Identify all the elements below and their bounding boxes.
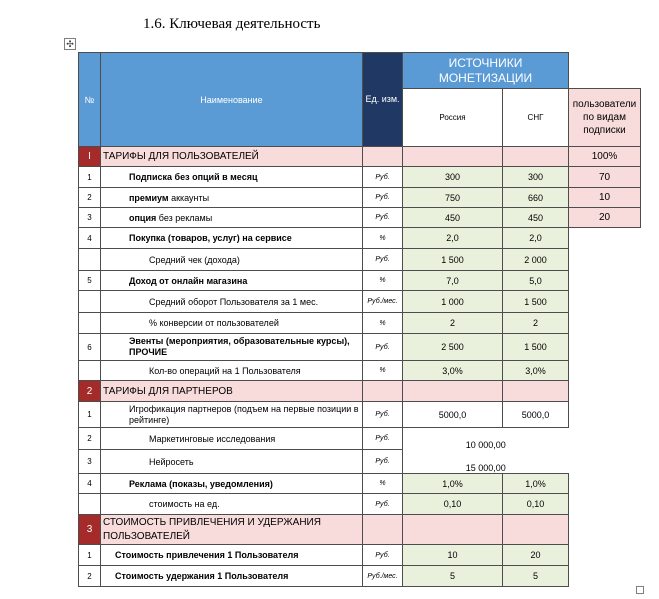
row-unit: Руб.: [363, 402, 403, 428]
row-name: [101, 271, 363, 291]
table-row: [79, 167, 641, 188]
empty-cell: [569, 313, 641, 334]
row-russia: 2,0: [403, 228, 503, 249]
row-russia: 0,10: [403, 494, 503, 515]
header-spacer: [569, 53, 641, 89]
row-number: 5: [79, 271, 101, 291]
row-number: 4: [79, 228, 101, 249]
table-row: [79, 566, 641, 587]
row-number: [79, 361, 101, 381]
row-russia: 7,0: [403, 271, 503, 291]
row-number: 2: [79, 566, 101, 587]
table-row: [79, 450, 641, 474]
empty-cell: [569, 361, 641, 381]
section-title: ТАРИФЫ ДЛЯ ПАРТНЕРОВ: [101, 381, 363, 402]
row-name: Игрофикация партнеров (подъем на первые позиции в рейтинге): [101, 402, 363, 428]
row-name: [101, 228, 363, 249]
header-unit: Ед. изм.: [363, 53, 403, 147]
row-russia: 2 500: [403, 334, 503, 361]
row-cis: 5: [503, 566, 569, 587]
row-cis: 300: [503, 167, 569, 188]
row-russia: 1,0%: [403, 474, 503, 494]
section-number: 2: [79, 381, 101, 402]
header-num: №: [79, 53, 101, 147]
row-number: [79, 249, 101, 271]
row-cis: 20: [503, 545, 569, 566]
row-name-rest: аккаунты: [168, 192, 210, 203]
row-number: 2: [79, 188, 101, 208]
table-row: [79, 188, 641, 208]
section-cell: [403, 381, 503, 402]
table-row: [79, 208, 641, 228]
row-name: [101, 474, 363, 494]
empty-cell: [569, 515, 641, 545]
section-title: ТАРИФЫ ДЛЯ ПОЛЬЗОВАТЕЛЕЙ: [101, 147, 363, 167]
row-unit: %: [363, 313, 403, 334]
section-cell: [503, 381, 569, 402]
empty-cell: [569, 450, 641, 474]
table-row: [79, 291, 641, 313]
row-unit: Руб.: [363, 334, 403, 361]
row-name-bold: Подписка без опций в месяц: [129, 172, 258, 182]
section-cell: [503, 515, 569, 545]
row-name: [101, 566, 363, 587]
section-title: СТОИМОСТЬ ПРИВЛЕЧЕНИЯ И УДЕРЖАНИЯ ПОЛЬЗОВАТЕЛЕЙ: [101, 515, 363, 545]
table-row: [79, 271, 641, 291]
row-number: 3: [79, 450, 101, 474]
row-cis: 1,0%: [503, 474, 569, 494]
empty-cell: [569, 228, 641, 249]
row-subscribers: 10: [569, 188, 641, 208]
row-unit: %: [363, 361, 403, 381]
empty-cell: [569, 381, 641, 402]
section-cell: [403, 515, 503, 545]
table-row: [79, 428, 641, 450]
row-name: Средний оборот Пользователя за 1 мес.: [101, 291, 363, 313]
row-name: % конверсии от пользователей: [101, 313, 363, 334]
row-name-bold: Реклама (показы, уведомления): [129, 478, 273, 489]
row-cis: 660: [503, 188, 569, 208]
row-russia: 10: [403, 545, 503, 566]
table-row: [79, 313, 641, 334]
empty-cell: [569, 271, 641, 291]
row-unit: Руб.: [363, 545, 403, 566]
table-row: [79, 361, 641, 381]
row-russia: 750: [403, 188, 503, 208]
header-cis: СНГ: [503, 89, 569, 147]
empty-cell: [569, 474, 641, 494]
table-resize-handle-icon[interactable]: [636, 586, 644, 594]
row-number: 1: [79, 402, 101, 428]
empty-cell: [569, 428, 641, 450]
row-cis: 0,10: [503, 494, 569, 515]
table-row: [79, 249, 641, 271]
row-name: Кол-во операций на 1 Пользователя: [101, 361, 363, 381]
row-number: 4: [79, 474, 101, 494]
row-unit: %: [363, 228, 403, 249]
table-row: [79, 545, 641, 566]
row-russia: 1 000: [403, 291, 503, 313]
section-cell: [503, 147, 569, 167]
row-unit: Руб.: [363, 249, 403, 271]
row-russia: 5000,0: [403, 402, 503, 428]
table-move-handle-icon[interactable]: ✣: [64, 38, 76, 50]
row-russia: 450: [403, 208, 503, 228]
section-cell: [363, 381, 403, 402]
row-name-bold: Стоимость удержания 1 Пользователя: [115, 571, 289, 581]
row-name: [101, 188, 363, 208]
empty-cell: [569, 291, 641, 313]
table-row: [79, 494, 641, 515]
table-row: [79, 228, 641, 249]
header-russia: Россия: [403, 89, 503, 147]
section-cell: [363, 515, 403, 545]
row-cis: 2 000: [503, 249, 569, 271]
row-russia: 3,0%: [403, 361, 503, 381]
row-name-bold: Стоимость привлечения 1 Пользователя: [115, 550, 299, 560]
row-name: стоимость на ед.: [101, 494, 363, 515]
section-subscribers-total: 100%: [569, 147, 641, 167]
monetization-table: [78, 52, 641, 587]
section-cell: [363, 147, 403, 167]
row-russia: 5: [403, 566, 503, 587]
row-unit: %: [363, 474, 403, 494]
section-number: 3: [79, 515, 101, 545]
row-number: 1: [79, 167, 101, 188]
row-number: 6: [79, 334, 101, 361]
row-cis: 2: [503, 313, 569, 334]
row-merged-value: 15 000,00: [465, 463, 506, 473]
row-name: Нейросеть: [101, 450, 363, 474]
row-name: [101, 208, 363, 228]
row-cis: 5,0: [503, 271, 569, 291]
empty-cell: [569, 402, 641, 428]
row-cis: 1 500: [503, 291, 569, 313]
row-russia: 1 500: [403, 249, 503, 271]
row-unit: Руб.: [363, 450, 403, 474]
row-unit: Руб.: [363, 188, 403, 208]
row-cis: 1 500: [503, 334, 569, 361]
row-unit: Руб.: [363, 428, 403, 450]
section-number: I: [79, 147, 101, 167]
row-name: [101, 167, 363, 188]
row-name-bold: Доход от онлайн магазина: [129, 275, 248, 286]
row-number: [79, 494, 101, 515]
row-name-bold: Покупка (товаров, услуг) на сервисе: [129, 233, 292, 243]
row-unit: Руб./мес.: [363, 291, 403, 313]
empty-cell: [569, 334, 641, 361]
row-name: [101, 545, 363, 566]
header-sources: ИСТОЧНИКИ МОНЕТИЗАЦИИ: [403, 53, 569, 89]
row-cis: 5000,0: [503, 402, 569, 428]
row-name: [101, 334, 363, 361]
row-name-bold: Эвенты (мероприятия, образовательные курсы), ПРОЧИЕ: [129, 336, 350, 357]
row-subscribers: 70: [569, 167, 641, 188]
row-number: [79, 313, 101, 334]
row-cis: 3,0%: [503, 361, 569, 381]
row-cis: 450: [503, 208, 569, 228]
row-subscribers: 20: [569, 208, 641, 228]
row-unit: Руб.: [363, 167, 403, 188]
row-russia: 300: [403, 167, 503, 188]
header-subscribers: пользователи по видам подписки: [569, 89, 641, 147]
empty-cell: [569, 566, 641, 587]
table-row: [79, 474, 641, 494]
row-unit: %: [363, 271, 403, 291]
row-name: Маркетинговые исследования: [101, 428, 363, 450]
row-number: 2: [79, 428, 101, 450]
row-number: 1: [79, 545, 101, 566]
row-name-bold: опция: [129, 212, 157, 223]
row-number: 3: [79, 208, 101, 228]
table-row: [79, 402, 641, 428]
row-cis: 2,0: [503, 228, 569, 249]
row-russia: 2: [403, 313, 503, 334]
row-unit: Руб.: [363, 208, 403, 228]
empty-cell: [569, 494, 641, 515]
header-name: Наименование: [101, 53, 363, 147]
row-number: [79, 291, 101, 313]
row-merged-value: 10 000,00: [465, 439, 506, 450]
section-heading: 1.6. Ключевая деятельность: [143, 16, 321, 32]
row-unit: Руб.: [363, 494, 403, 515]
row-unit: Руб./мес.: [363, 566, 403, 587]
section-cell: [403, 147, 503, 167]
row-name-rest: без рекламы: [156, 212, 213, 223]
row-name: Средний чек (дохода): [101, 249, 363, 271]
table-row: [79, 334, 641, 361]
row-name-bold: премиум: [129, 192, 169, 203]
empty-cell: [569, 545, 641, 566]
empty-cell: [569, 249, 641, 271]
